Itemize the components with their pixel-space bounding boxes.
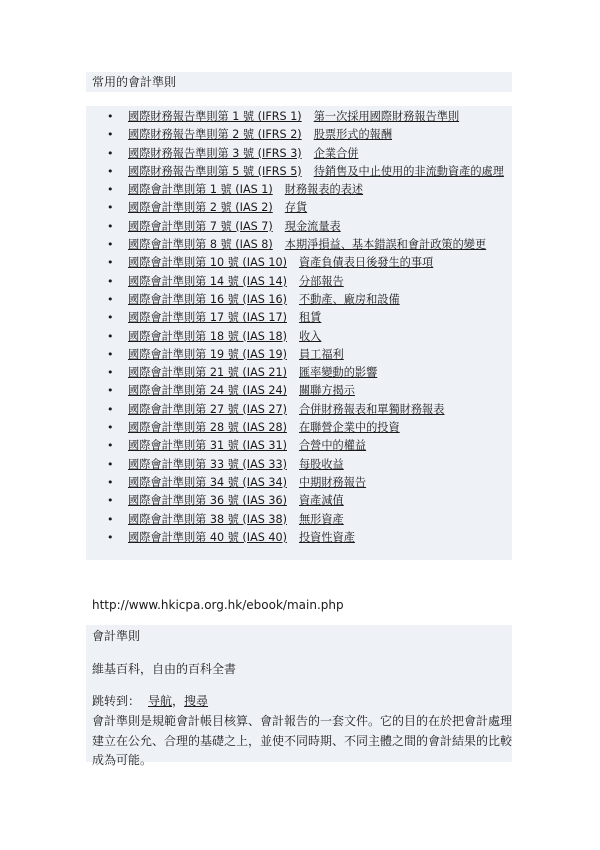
standard-link[interactable]: [128, 458, 344, 471]
standard-code: 國際會計準則第 10 號 (IAS 10): [128, 256, 287, 270]
list-item: [92, 273, 512, 291]
standard-title: 本期淨損益、基本錯誤和會計政策的變更: [284, 238, 487, 252]
standard-code: 國際財務報告準則第 2 號 (IFRS 2): [128, 128, 302, 142]
list-item: [92, 437, 512, 455]
list-item: [92, 328, 512, 346]
standard-link[interactable]: [128, 311, 321, 324]
standard-code: 國際財務報告準則第 5 號 (IFRS 5): [128, 164, 302, 178]
standard-code: 國際會計準則第 1 號 (IAS 1): [128, 183, 273, 197]
standard-link[interactable]: [128, 439, 366, 452]
standard-link[interactable]: [128, 421, 400, 434]
list-item: [92, 456, 512, 474]
list-item: [92, 474, 512, 492]
jump-search-link[interactable]: 搜尋: [184, 694, 209, 708]
standard-code: 國際財務報告準則第 1 號 (IFRS 1): [128, 110, 302, 123]
standard-link[interactable]: [128, 256, 433, 269]
standard-title: 不動產、廠房和設備: [298, 292, 400, 306]
list-item: [92, 419, 512, 437]
standard-link[interactable]: [128, 201, 307, 214]
list-item: [92, 529, 512, 547]
standard-title: 資產負債表日後發生的事項: [298, 256, 434, 270]
standard-link[interactable]: [128, 128, 392, 141]
standard-code: 國際會計準則第 38 號 (IAS 38): [128, 512, 287, 526]
jump-label: 跳转到：: [92, 694, 141, 708]
list-item: [92, 382, 512, 400]
article-title: 會計準則: [92, 629, 141, 643]
standard-title: 存貨: [284, 201, 308, 215]
standard-title: 財務報表的表述: [284, 183, 364, 197]
standard-code: 國際會計準則第 34 號 (IAS 34): [128, 475, 287, 489]
standard-code: 國際會計準則第 16 號 (IAS 16): [128, 292, 287, 306]
standard-title: 中期財務報告: [298, 475, 367, 489]
standard-code: 國際會計準則第 19 號 (IAS 19): [128, 347, 287, 361]
standard-code: 國際會計準則第 33 號 (IAS 33): [128, 457, 287, 471]
standard-title: 股票形式的報酬: [313, 128, 393, 142]
standard-link[interactable]: [128, 384, 355, 397]
standard-code: 國際會計準則第 21 號 (IAS 21): [128, 366, 287, 380]
standard-link[interactable]: [128, 330, 321, 343]
standards-list: [92, 108, 512, 547]
standard-code: 國際會計準則第 27 號 (IAS 27): [128, 402, 287, 416]
page-heading: 常用的會計準則: [92, 75, 177, 89]
article-subtitle: 維基百科，自由的百科全書: [92, 662, 237, 676]
standard-link[interactable]: [128, 348, 344, 361]
list-item: [92, 145, 512, 163]
standard-title: 第一次採用國際財務報告準則: [313, 110, 460, 123]
standard-link[interactable]: [128, 513, 344, 526]
standard-code: 國際財務報告準則第 3 號 (IFRS 3): [128, 146, 302, 160]
standard-title: 租賃: [298, 311, 322, 325]
standard-title: 現金流量表: [284, 219, 341, 233]
standard-title: 資產減值: [298, 494, 344, 508]
list-item: [92, 163, 512, 181]
standard-title: 每股收益: [298, 457, 344, 471]
standard-title: 收入: [298, 329, 322, 343]
standard-link[interactable]: [128, 494, 344, 507]
standard-link[interactable]: [128, 238, 486, 251]
standard-title: 匯率變動的影響: [298, 366, 378, 380]
standard-code: 國際會計準則第 40 號 (IAS 40): [128, 530, 287, 544]
list-item: [92, 291, 512, 309]
list-item: [92, 401, 512, 419]
standard-link[interactable]: [128, 275, 344, 288]
standard-link[interactable]: [128, 165, 504, 178]
standard-code: 國際會計準則第 31 號 (IAS 31): [128, 439, 287, 453]
standard-title: 員工福利: [298, 347, 344, 361]
standard-title: 分部報告: [298, 274, 344, 288]
list-item: [92, 199, 512, 217]
standard-code: 國際會計準則第 17 號 (IAS 17): [128, 311, 287, 325]
standard-code: 國際會計準則第 36 號 (IAS 36): [128, 494, 287, 508]
standard-code: 國際會計準則第 18 號 (IAS 18): [128, 329, 287, 343]
standard-title: 關聯方揭示: [298, 384, 355, 398]
standard-link[interactable]: [128, 403, 444, 416]
list-item: [92, 108, 512, 126]
list-item: [92, 511, 512, 529]
jump-to-line: [92, 692, 208, 710]
list-item: [92, 181, 512, 199]
list-item: [92, 346, 512, 364]
jump-separator: ，: [172, 694, 185, 708]
standard-title: 合併財務報表和單獨財務報表: [298, 402, 445, 416]
list-item: [92, 254, 512, 272]
list-item: [92, 218, 512, 236]
list-item: [92, 364, 512, 382]
standard-link[interactable]: [128, 147, 358, 160]
source-url: http://www.hkicpa.org.hk/ebook/main.php: [92, 598, 344, 612]
standard-link[interactable]: [128, 110, 459, 123]
standard-link[interactable]: [128, 476, 366, 489]
standard-link[interactable]: [128, 220, 341, 233]
standard-link[interactable]: [128, 183, 363, 196]
standard-link[interactable]: [128, 293, 400, 306]
standard-title: 待銷售及中止使用的非流動資產的處理: [313, 164, 504, 178]
standard-code: 國際會計準則第 8 號 (IAS 8): [128, 238, 273, 252]
list-item: [92, 236, 512, 254]
list-item: [92, 126, 512, 144]
standard-title: 企業合併: [313, 146, 359, 160]
standard-link[interactable]: [128, 531, 355, 544]
article-body: 會計準則是規範會計帳目核算、會計報告的一套文件。它的目的在於把會計處理建立在公允、合理的基礎之上，並使不同時期、不同主體之間的會計結果的比較成為可能。: [92, 714, 513, 767]
list-item: [92, 309, 512, 327]
standard-title: 在聯營企業中的投資: [298, 421, 400, 435]
standard-code: 國際會計準則第 24 號 (IAS 24): [128, 384, 287, 398]
standard-code: 國際會計準則第 2 號 (IAS 2): [128, 201, 273, 215]
list-item: [92, 492, 512, 510]
standard-title: 投資性資產: [298, 530, 355, 544]
standard-code: 國際會計準則第 14 號 (IAS 14): [128, 274, 287, 288]
standard-link[interactable]: [128, 366, 377, 379]
standard-code: 國際會計準則第 7 號 (IAS 7): [128, 219, 273, 233]
standard-title: 無形資產: [298, 512, 344, 526]
standard-code: 國際會計準則第 28 號 (IAS 28): [128, 421, 287, 435]
standard-title: 合營中的權益: [298, 439, 367, 453]
jump-nav-link[interactable]: 导航: [148, 694, 173, 708]
